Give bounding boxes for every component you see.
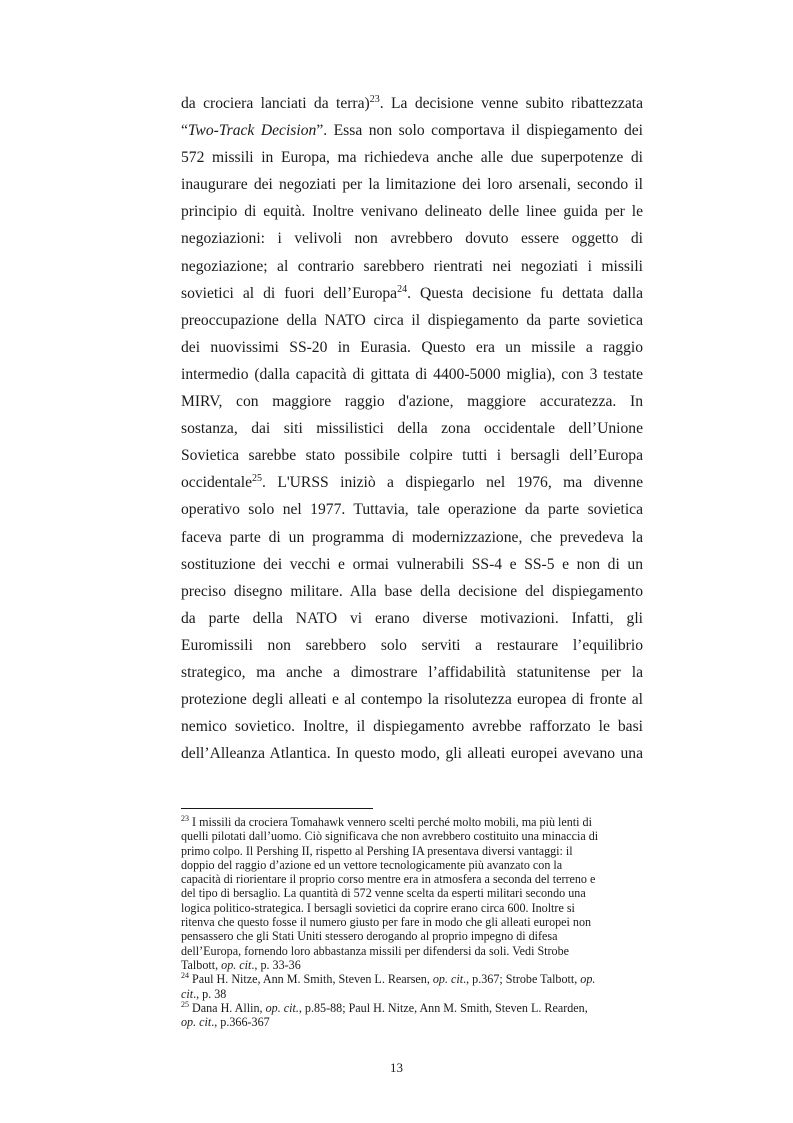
- body-line: sovietici al di fuori dell’Europa$^{24}$. Questa decisione fu dettata dalla: [181, 283, 644, 302]
- footnote-line: capacità di riorientare il proprio corso mentre era in atmosfera a seconda del terreno e: [181, 872, 596, 887]
- footnote-line: cit., p. 38: [181, 986, 227, 1001]
- body-line: negoziazione; al contrario sarebbero rientrati nei negoziati i missili: [181, 257, 643, 275]
- footnote-line: op. cit., p.366-367: [181, 1015, 270, 1030]
- body-line: sostanza, dai siti missilistici della zona occidentale dell’Unione: [181, 420, 643, 438]
- footnote-line: logica politico-strategica. I bersagli sovietici da coprire erano circa 600. Inoltre si: [181, 900, 575, 915]
- footnote-separator: [181, 808, 373, 809]
- body-line: protezione degli alleati e al contempo la risolutezza europea di fronte al: [181, 691, 643, 709]
- body-line: sostituzione dei vecchi e ormai vulnerabili SS-4 e SS-5 e non di un: [181, 555, 643, 573]
- footnote-line: $^{24}$ Paul H. Nitze, Ann M. Smith, Steven L. Rearsen, op. cit., p.367; Strobe Talbott, op.: [181, 971, 596, 987]
- footnote-line: del tipo di bersaglio. La quantità di 572 venne scelta da esperti militari secondo una: [181, 886, 586, 901]
- body-line: intermedio (dalla capacità di gittata di 4400-5000 miglia), con 3 testate: [181, 365, 643, 383]
- body-line: MIRV, con maggiore raggio d'azione, maggiore accuratezza. In: [181, 393, 643, 411]
- body-line: strategico, ma anche a dimostrare l’affidabilità statunitense per la: [181, 663, 643, 681]
- body-line: da crociera lanciati da terra)$^{23}$. La decisione venne subito ribattezzata: [181, 93, 644, 112]
- footnote-line: dell’Europa, fornendo loro abbastanza missili per difendersi da soli. Vedi Strobe: [181, 943, 570, 958]
- footnote-marker-23: 23: [181, 813, 189, 823]
- footnote-marker-25: 25: [181, 999, 189, 1009]
- footnote-marker-24: 24: [181, 971, 189, 981]
- footnote-line: doppio del raggio d’azione ed un vettore tecnologicamente più avanzato con la: [181, 857, 563, 872]
- body-line: negoziazioni: i velivoli non avrebbero dovuto essere oggetto di: [181, 230, 643, 248]
- body-line: Sovietica sarebbe stato possibile colpire tutti i bersagli dell’Europa: [181, 447, 643, 465]
- footnotes: [181, 815, 643, 1029]
- body-line: dell’Alleanza Atlantica. In questo modo, gli alleati europei avevano una: [181, 745, 643, 763]
- body-line: dei nuovissimi SS-20 in Eurasia. Questo era un missile a raggio: [181, 338, 643, 356]
- body-line: Euromissili non sarebbero solo serviti a restaurare l’equilibrio: [181, 636, 643, 654]
- body-line: preoccupazione della NATO circa il dispiegamento da parte sovietica: [181, 311, 643, 329]
- body-line: “Two-Track Decision”. Essa non solo comportava il dispiegamento dei: [181, 122, 644, 140]
- footnote-line: primo colpo. Il Pershing II, rispetto al Pershing IA presentava diversi vantaggi: il: [181, 843, 573, 858]
- body-line: nemico sovietico. Inoltre, il dispiegamento avrebbe rafforzato le basi: [181, 718, 643, 736]
- body-line: operativo solo nel 1977. Tuttavia, tale operazione da parte sovietica: [181, 501, 643, 519]
- footnote-line: quelli pilotati dall’uomo. Ciò significava che non avrebbero costituito una minaccia di: [181, 829, 599, 844]
- footnote-line: Talbott, op. cit., p. 33-36: [181, 957, 301, 972]
- body-line: occidentale$^{25}$. L'URSS iniziò a dispiegarlo nel 1976, ma divenne: [181, 473, 643, 492]
- footnote-line: $^{25}$ Dana H. Allin, op. cit., p.85-88; Paul H. Nitze, Ann M. Smith, Steven L. Rearden,: [181, 999, 588, 1015]
- body-line: inaugurare dei negoziati per la limitazione dei loro arsenali, secondo il: [181, 176, 643, 194]
- footnote-ref-24[interactable]: 24: [397, 283, 408, 295]
- footnote-line: ritenva che questo fosse il numero giusto per fare in modo che gli alleati europei non: [181, 915, 592, 930]
- body-text: [181, 90, 643, 767]
- footnote-line: $^{23}$ I missili da crociera Tomahawk vennero scelti perché molto mobili, ma più lenti di: [181, 813, 592, 829]
- footnote-ref-23[interactable]: 23: [369, 93, 380, 105]
- page-number: 13: [390, 1060, 403, 1075]
- body-line: preciso disegno militare. Alla base della decisione del dispiegamento: [181, 582, 643, 600]
- body-line: da parte della NATO vi erano diverse motivazioni. Infatti, gli: [181, 609, 643, 627]
- body-line: principio di equità. Inoltre venivano delineato delle linee guida per le: [181, 203, 643, 221]
- body-line: 572 missili in Europa, ma richiedeva anche alle due superpotenze di: [181, 149, 643, 167]
- footnote-ref-25[interactable]: 25: [252, 473, 262, 485]
- footnote-line: pensassero che gli Stati Uniti stessero derogando al proprio impegno di difesa: [181, 929, 558, 944]
- body-line: faceva parte di un programma di modernizzazione, che prevedeva la: [181, 528, 643, 546]
